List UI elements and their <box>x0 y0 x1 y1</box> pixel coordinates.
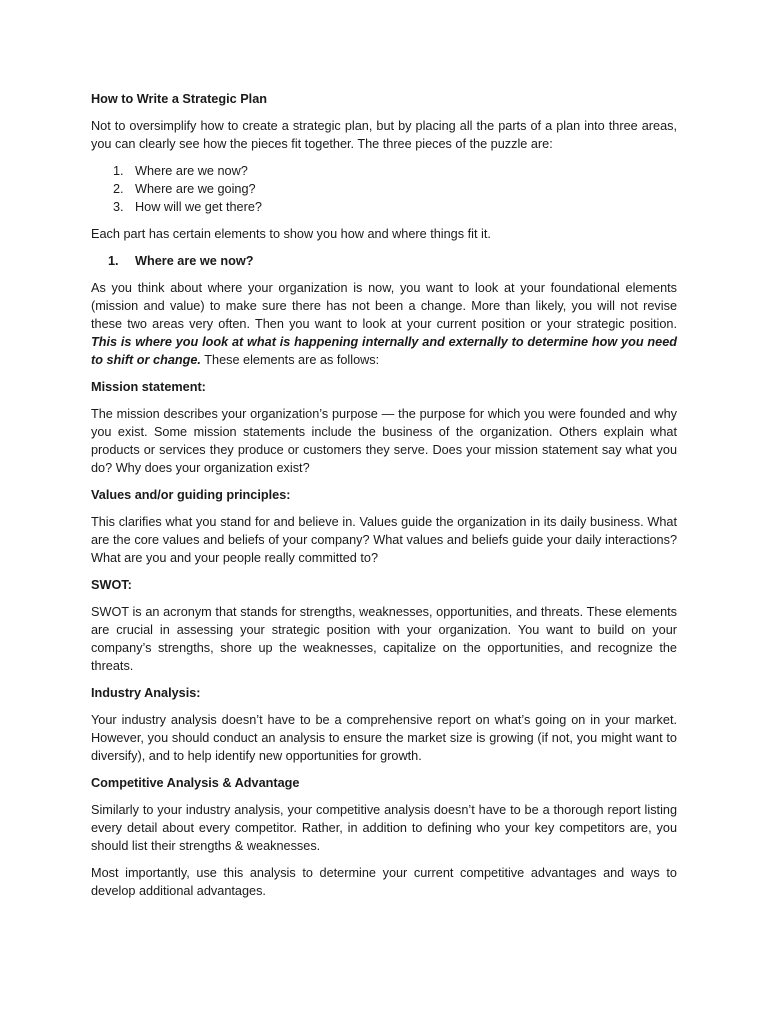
industry-heading: Industry Analysis: <box>91 686 201 700</box>
list-number: 2. <box>113 182 124 196</box>
list-item <box>91 180 677 198</box>
list-item-text: Where are we going? <box>135 182 256 196</box>
competitive-paragraph: Similarly to your industry analysis, your competitive analysis doesn’t have to be a thorough report listing every detail about every competitor. Rather, in addition to defining who your key competitors are, you should list their strengths & weaknesses. <box>91 803 677 853</box>
values-paragraph: This clarifies what you stand for and believe in. Values guide the organization in its daily business. What are the core values and beliefs of your company? What values and beliefs guide your daily interactions? What are you and your people really committed to? <box>91 515 677 565</box>
swot-heading: SWOT: <box>91 578 132 592</box>
list-item <box>91 198 677 216</box>
list-number: 3. <box>113 200 124 214</box>
list-item-text: How will we get there? <box>135 200 262 214</box>
section-body-text: As you think about where your organization is now, you want to look at your foundational elements (mission and value) to make sure there has not been a change. More than likely, you will not revise these two areas very often. Then you want to look at your current position or your strategic position. <box>91 281 677 331</box>
section-heading-text: Where are we now? <box>135 254 254 268</box>
list-item-text: Where are we now? <box>135 164 248 178</box>
section-paragraph <box>91 279 677 369</box>
section-heading <box>91 252 677 270</box>
competitive-paragraph-2: Most importantly, use this analysis to determine your current competitive advantages and ways to develop additional advantages. <box>91 866 677 898</box>
list-item <box>91 162 677 180</box>
values-heading: Values and/or guiding principles: <box>91 488 291 502</box>
elements-intro-paragraph: Each part has certain elements to show you how and where things fit it. <box>91 227 491 241</box>
swot-paragraph: SWOT is an acronym that stands for strengths, weaknesses, opportunities, and threats. These elements are crucial in assessing your strategic position with your organization. You want to build on your company’s strengths, shore up the weaknesses, capitalize on the opportunities, and recognize the threats. <box>91 605 677 673</box>
section-body-tail: These elements are as follows: <box>200 353 380 367</box>
mission-paragraph: The mission describes your organization’s purpose — the purpose for which you were founded and why you exist. Some mission statements include the business of the organization. Others explain what products or services they produce or customers they serve. Does your mission statement say what you do? Why does your organization exist? <box>91 407 677 475</box>
industry-paragraph: Your industry analysis doesn’t have to be a comprehensive report on what’s going on in your market. However, you should conduct an analysis to ensure the market size is growing (if not, you might want to diversify), and to help identify new opportunities for growth. <box>91 713 677 763</box>
intro-paragraph: Not to oversimplify how to create a strategic plan, but by placing all the parts of a plan into three areas, you can clearly see how the pieces fit together. The three pieces of the puzzle are: <box>91 119 677 151</box>
mission-heading: Mission statement: <box>91 380 206 394</box>
questions-list <box>91 162 677 216</box>
competitive-heading: Competitive Analysis & Advantage <box>91 776 300 790</box>
document-page <box>91 90 677 909</box>
list-number: 1. <box>113 164 124 178</box>
section-number: 1. <box>108 254 119 268</box>
emphasis-text: This is where you look at what is happening internally and externally to determine how you need to shift or change. <box>91 335 677 367</box>
document-title: How to Write a Strategic Plan <box>91 92 268 106</box>
